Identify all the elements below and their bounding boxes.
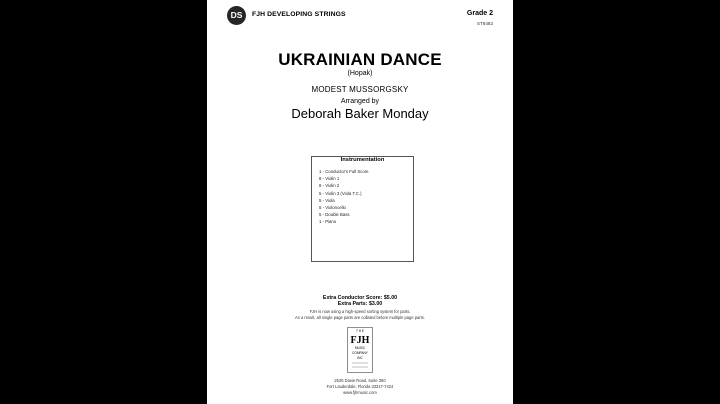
- instrument-item: 5 - Violoncello: [319, 205, 346, 211]
- extra-score-price: Extra Conductor Score: $5.00: [322, 295, 398, 301]
- svg-text:FJH: FJH: [350, 335, 370, 346]
- instrument-item: 5 - Violin 3 (Viola T.C.): [319, 190, 362, 196]
- instrument-item: 8 - Violin 2: [319, 183, 340, 189]
- instrument-item: 8 - Violin 1: [319, 176, 340, 182]
- svg-text:MUSIC: MUSIC: [354, 346, 366, 350]
- arranged-by-label: Arranged by: [340, 98, 380, 105]
- address-line-2: Fort Lauderdale, Florida 33317-7424: [326, 384, 394, 389]
- instrumentation-box: [311, 156, 414, 262]
- instrumentation-heading-text: Instrumentation: [338, 157, 388, 163]
- series-badge: DS: [227, 6, 246, 25]
- instrumentation-list: [319, 168, 369, 226]
- arranger-name: Deborah Baker Monday: [291, 106, 429, 121]
- extra-parts-price: Extra Parts: $3.00: [337, 301, 383, 307]
- series-name: FJH DEVELOPING STRINGS: [252, 11, 346, 18]
- catalog-number: ST6482: [476, 21, 493, 26]
- piece-title: UKRAINIAN DANCE: [278, 50, 442, 69]
- instrumentation-heading: [312, 153, 413, 164]
- instrument-item: 5 - Double Bass: [319, 212, 350, 218]
- instrument-item: 5 - Viola: [319, 197, 335, 203]
- website: www.fjhmusic.com: [343, 390, 377, 395]
- svg-text:T H E: T H E: [355, 329, 365, 333]
- grade-label: Grade 2: [466, 10, 493, 17]
- instrument-item: 1 - Piano: [319, 219, 337, 225]
- composer-name: MODEST MUSSORGSKY: [311, 85, 409, 94]
- sorting-note-line-2: As a result, all single page parts are collated before multiple page parts.: [295, 315, 425, 320]
- svg-text:INC: INC: [357, 356, 363, 360]
- address-line-1: 2525 Davie Road, Suite 360: [334, 378, 386, 383]
- instrument-item: 1 - Conductor's Full Score: [319, 169, 369, 174]
- publisher-logo: [347, 327, 373, 373]
- svg-text:COMPANY: COMPANY: [352, 351, 368, 355]
- piece-subtitle: (Hopak): [347, 70, 373, 77]
- sorting-note-line-1: FJH is now using a high-speed sorting system for parts.: [309, 309, 411, 314]
- score-cover-page: [207, 0, 513, 404]
